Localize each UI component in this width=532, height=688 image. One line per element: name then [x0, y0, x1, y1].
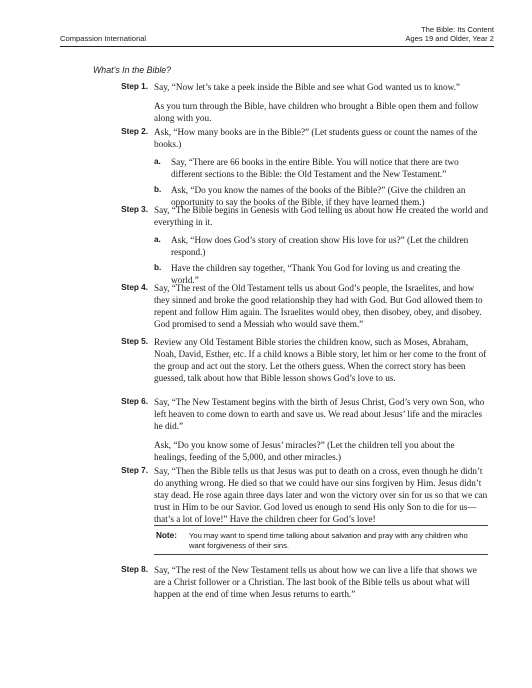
step-body: [154, 396, 488, 463]
step-paragraph: Ask, “How many books are in the Bible?” (Let students guess or count the names of the books.): [154, 127, 478, 150]
organization-name: Compassion International: [60, 34, 147, 43]
step-body: [154, 204, 488, 287]
step-body: [154, 465, 488, 525]
step-label: Step 4.: [121, 283, 148, 292]
course-title: The Bible: Its Content: [420, 25, 494, 34]
step-label: Step 1.: [121, 82, 148, 91]
step-body: [154, 282, 488, 330]
step-body: [154, 336, 488, 384]
section-title: What’s In the Bible?: [93, 65, 172, 75]
sub-step-letter: a.: [154, 235, 161, 245]
step-body: [154, 564, 488, 600]
step-label: Step 6.: [121, 397, 148, 406]
step-label: Step 3.: [121, 205, 148, 214]
sub-step-text: Say, “There are 66 books in the entire Bible. You will notice that there are two different sections to the Bible: the Old Testament and the New Testament.”: [171, 157, 459, 180]
step-paragraph: As you turn through the Bible, have children who brought a Bible open them and follow along with you.: [154, 101, 479, 124]
note-box: [154, 525, 488, 555]
step-label: Step 2.: [121, 127, 148, 136]
step-paragraph: Say, “Then the Bible tells us that Jesus was put to death on a cross, even though he didn’t do anything wrong. He died so that we could have our sins forgiven by Him. Jesus didn’t stay dead. He rose again three days later and won the victory over sin for us so that we can trust in Him to be our Savior. God loved us enough to send His only Son to die for us—that’s a lot of love!” Have the children cheer for God’s love!: [154, 466, 488, 525]
step-label: Step 7.: [121, 466, 148, 475]
sub-steps: [154, 156, 488, 208]
note-text: You may want to spend time talking about salvation and pray with any children who want forgiveness of their sins.: [189, 531, 468, 550]
step-paragraph: Ask, “Do you know some of Jesus’ miracles?” (Let the children tell you about the healings, feeding of the 5,000, and other miracles.): [154, 440, 455, 463]
step-paragraph: Say, “The rest of the New Testament tells us about how we can live a life that shows we are a Christ follower or a Christian. The last book of the Bible tells us about what will happen at the end of time when Jesus returns to earth.”: [154, 565, 477, 600]
step-body: [154, 81, 488, 124]
sub-step-letter: b.: [154, 185, 162, 195]
step-paragraph: Review any Old Testament Bible stories the children know, such as Moses, Abraham, Noah, David, Esther, etc. If a child knows a Bible story, let him or her come to the front of the group and act out the story. Let the others guess. When the correct story has been guessed, talk about how that Bible lesson shows God’s love to us.: [154, 337, 487, 384]
step-paragraph: Say, “The rest of the Old Testament tells us about God’s people, the Israelites, and how they sinned and broke the good relationship they had with God. But God allowed them to repent and follow Him again. The Israelites would obey, then disobey, obey, and disobey. God promised to send a Messiah who would save them.”: [154, 283, 483, 330]
sub-steps: [154, 234, 488, 286]
course-info: [405, 25, 494, 43]
note-label: Note:: [156, 531, 177, 540]
sub-step-letter: b.: [154, 263, 162, 273]
sub-step-a: [154, 234, 488, 258]
course-audience: Ages 19 and Older, Year 2: [405, 34, 494, 43]
step-paragraph: Say, “The New Testament begins with the birth of Jesus Christ, God’s very own Son, who left heaven to come down to earth and save us. We read about Jesus’ life and the miracles he did.”: [154, 397, 485, 432]
sub-step-text: Ask, “Do you know the names of the books of the Bible?” (Give the children an opportunity to say the books of the Bible, if they have learned them.): [171, 185, 466, 208]
step-paragraph: Say, “Now let’s take a peek inside the Bible and see what God wanted us to know.”: [154, 82, 460, 92]
page-header: [60, 21, 494, 47]
step-paragraph: Say, “The Bible begins in Genesis with God telling us about how He created the world and everything in it.: [154, 205, 488, 228]
sub-step-text: Ask, “How does God’s story of creation show His love for us?” (Let the children respond.): [171, 235, 469, 258]
step-label: Step 5.: [121, 337, 148, 346]
step-body: [154, 126, 488, 209]
sub-step-a: [154, 156, 488, 180]
step-label: Step 8.: [121, 565, 148, 574]
sub-step-letter: a.: [154, 157, 161, 167]
sub-step-text: Have the children say together, “Thank You God for loving us and creating the world.”: [171, 263, 461, 286]
